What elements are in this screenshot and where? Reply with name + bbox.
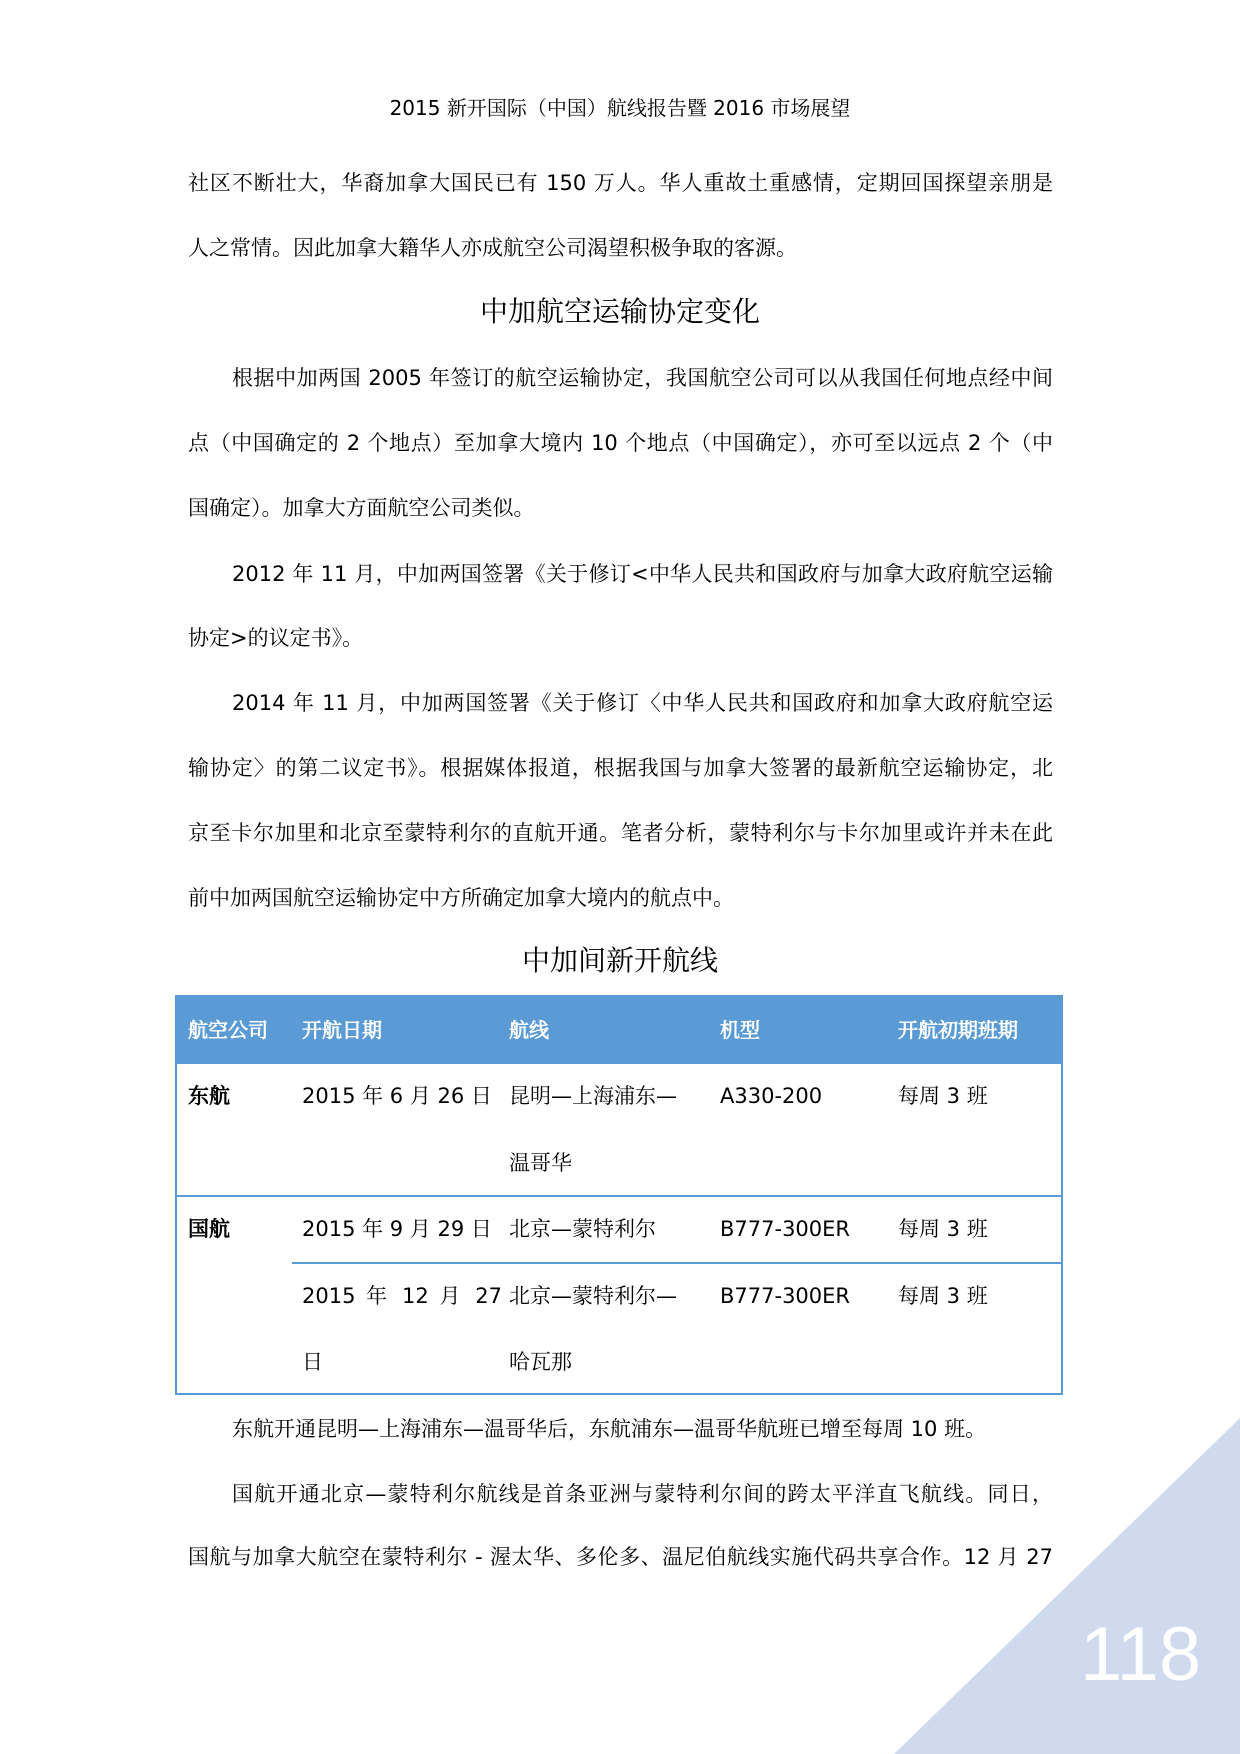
cell-airline: 东航: [188, 1084, 230, 1108]
cell-route: 北京—蒙特利尔: [509, 1217, 656, 1241]
running-header: 2015 新开国际（中国）航线报告暨 2016 市场展望: [389, 96, 851, 120]
paragraph-line: 点（中国确定的 2 个地点）至加拿大境内 10 个地点（中国确定），亦可至以远点 2 个（中: [188, 431, 1053, 455]
cell-route: 昆明—上海浦东—: [509, 1084, 677, 1108]
row-divider: [177, 1195, 1061, 1197]
column-header: 机型: [720, 1018, 760, 1042]
paragraph-line: 协定>的议定书》。: [188, 626, 364, 650]
paragraph-line: 社区不断壮大，华裔加拿大国民已有 150 万人。华人重故土重感情，定期回国探望亲朋是: [188, 171, 1053, 195]
cell-date: 2015 年 6 月 26 日: [302, 1084, 492, 1108]
cell-airline: 国航: [188, 1217, 230, 1241]
column-header: 航空公司: [188, 1018, 268, 1042]
cell-aircraft: B777-300ER: [720, 1217, 851, 1241]
cell-route: 温哥华: [509, 1151, 572, 1175]
cell-frequency: 每周 3 班: [898, 1217, 988, 1241]
paragraph-line: 根据中加两国 2005 年签订的航空运输协定，我国航空公司可以从我国任何地点经中间: [232, 366, 1053, 390]
paragraph-line: 人之常情。因此加拿大籍华人亦成航空公司渴望积极争取的客源。: [188, 236, 797, 260]
cell-frequency: 每周 3 班: [898, 1284, 988, 1308]
cell-date: 日: [302, 1350, 323, 1374]
paragraph-line: 2012 年 11 月，中加两国签署《关于修订<中华人民共和国政府与加拿大政府航空运输: [232, 562, 1053, 586]
column-header: 开航日期: [302, 1018, 382, 1042]
cell-date: 2015 年 12 月 27: [302, 1284, 502, 1308]
paragraph-line: 输协定〉的第二议定书》。根据媒体报道，根据我国与加拿大签署的最新航空运输协定，北: [188, 756, 1053, 780]
cell-date: 2015 年 9 月 29 日: [302, 1217, 492, 1241]
corner-decoration: [894, 1418, 1240, 1754]
cell-aircraft: B777-300ER: [720, 1284, 851, 1308]
routes-table: [175, 995, 1063, 1395]
paragraph-line: 2014 年 11 月，中加两国签署《关于修订〈中华人民共和国政府和加拿大政府航空运: [232, 691, 1053, 715]
paragraph-line: 国航与加拿大航空在蒙特利尔 - 渥太华、多伦多、温尼伯航线实施代码共享合作。12 月 27: [188, 1545, 1053, 1569]
table-title: 中加间新开航线: [521, 944, 718, 977]
section-heading: 中加航空运输协定变化: [479, 295, 760, 328]
table-header-row: [177, 997, 1061, 1064]
cell-route: 北京—蒙特利尔—: [509, 1284, 677, 1308]
paragraph-line: 国航开通北京—蒙特利尔航线是首条亚洲与蒙特利尔间的跨太平洋直飞航线。同日，: [232, 1482, 1053, 1506]
paragraph-line: 东航开通昆明—上海浦东—温哥华后，东航浦东—温哥华航班已增至每周 10 班。: [232, 1417, 987, 1441]
cell-aircraft: A330-200: [720, 1084, 823, 1108]
paragraph-line: 京至卡尔加里和北京至蒙特利尔的直航开通。笔者分析，蒙特利尔与卡尔加里或许并未在此: [188, 821, 1053, 845]
paragraph-line: 国确定）。加拿大方面航空公司类似。: [188, 496, 535, 520]
page-number: 118: [1080, 1612, 1202, 1697]
column-header: 航线: [509, 1018, 549, 1042]
row-divider: [292, 1262, 1061, 1264]
paragraph-line: 前中加两国航空运输协定中方所确定加拿大境内的航点中。: [188, 886, 734, 910]
column-header: 开航初期班期: [898, 1018, 1018, 1042]
cell-frequency: 每周 3 班: [898, 1084, 988, 1108]
cell-route: 哈瓦那: [509, 1350, 572, 1374]
